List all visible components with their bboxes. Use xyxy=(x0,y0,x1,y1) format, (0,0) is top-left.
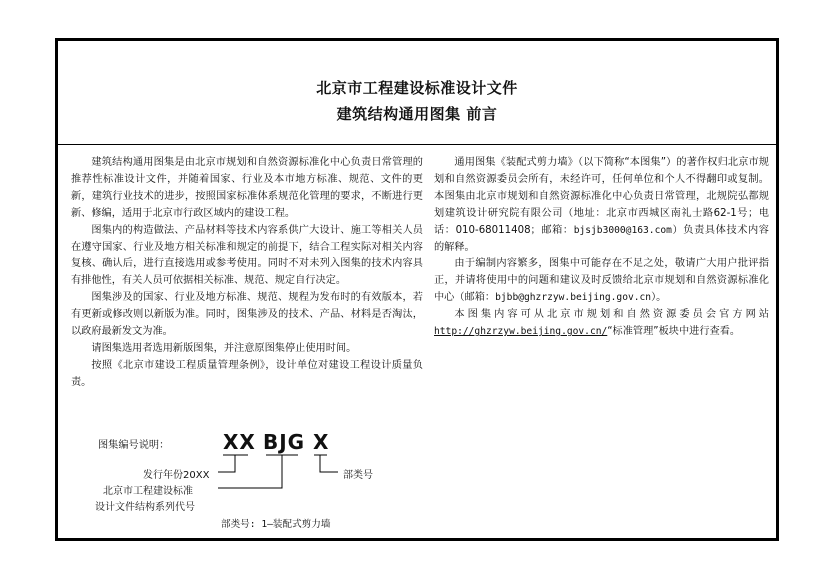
left-column xyxy=(71,155,423,392)
intro-paragraph: 建筑结构通用图集是由北京市规划和自然资源标准化中心负责日常管理的推荐性标准设计文件，并随着国家、行业及本市地方标准、规范、文件的更新，建筑行业技术的进步，按照国家标准体系规范化管理的要求，不断进行更新、修编，适用于北京市行政区域内的建设工程。 xyxy=(71,157,423,219)
document-subtitle: 建筑结构通用图集 前言 xyxy=(336,105,498,123)
version-paragraph: 请图集选用者选用新版图集，并注意原图集停止使用时间。 xyxy=(91,342,357,354)
website-paragraph xyxy=(434,307,769,341)
copyright-text: 通用图集《装配式剪力墙》（以下简称“本图集”）的著作权归北京市规划和自然资源委员会所有，未经许可，任何单位和个人不得翻印或复制。本图集由北京市规划和自然资源标准化中心负责日常管理，北规院弘都规划建筑设计研究院有限公司（地址：北京市西城区南礼士路62-1号；电话：010-68011408；邮箱： xyxy=(434,157,769,236)
code-part-year: XX xyxy=(223,430,256,454)
contact-email[interactable]: bjsjb3000@163.com xyxy=(573,224,672,236)
feedback-paragraph xyxy=(434,256,769,307)
feedback-text: 由于编制内容繁多，图集中可能存在不足之处，敬请广大用户批评指正，并请将使用中的问题和建议及时反馈给北京市规划和自然资源标准化中心（邮箱： xyxy=(434,258,769,304)
document-title: 北京市工程建设标准设计文件 xyxy=(316,79,518,97)
usage-paragraph: 图集内的构造做法、产品材料等技术内容系供广大设计、施工等相关人员在遵守国家、行业及地方相关标准和规定的前提下，结合工程实际对相关内容复核、确认后，进行直接选用或参考使用。同时不对未列入图集的技术内容具有排他性，有关人员可依据相关标准、规范、规定自行决定。 xyxy=(71,224,423,287)
code-part-category: X xyxy=(313,430,330,454)
code-explanation-label: 图集编号说明： xyxy=(98,440,170,451)
drawing-frame xyxy=(55,38,779,541)
title-block xyxy=(58,41,776,145)
category-note: 部类号: 1—装配式剪力墙 xyxy=(221,519,331,530)
code-part-series: BJG xyxy=(263,430,306,454)
code-category-desc: 部类号 xyxy=(343,470,373,481)
standards-paragraph: 图集涉及的国家、行业及地方标准、规范、规程为发布时的有效版本，若有更新或修改则以新版为准。同时，图集涉及的技术、产品、材料是否淘汰，以政府最新发文为准。 xyxy=(71,292,423,338)
website-text: 本图集内容可从北京市规划和自然资源委员会官方网站 xyxy=(454,309,769,321)
website-text-end: “标准管理”板块中进行查看。 xyxy=(607,326,741,338)
feedback-text-end: ）。 xyxy=(651,292,667,304)
code-year-desc: 发行年份20XX xyxy=(143,470,210,481)
quality-paragraph: 按照《北京市建设工程质量管理条例》，设计单位对建设工程设计质量负责。 xyxy=(71,359,423,388)
code-series-desc-line1: 北京市工程建设标准 xyxy=(103,486,193,497)
feedback-email[interactable]: bjbb@ghzrzyw.beijing.gov.cn xyxy=(495,292,652,304)
code-series-desc-line2: 设计文件结构系列代号 xyxy=(95,502,195,513)
right-column xyxy=(434,155,769,341)
copyright-paragraph xyxy=(434,155,769,256)
website-link[interactable]: http://ghzrzyw.beijing.gov.cn/ xyxy=(434,326,608,338)
copyright-text-end: ）负责具体技术内容的解释。 xyxy=(434,224,769,253)
